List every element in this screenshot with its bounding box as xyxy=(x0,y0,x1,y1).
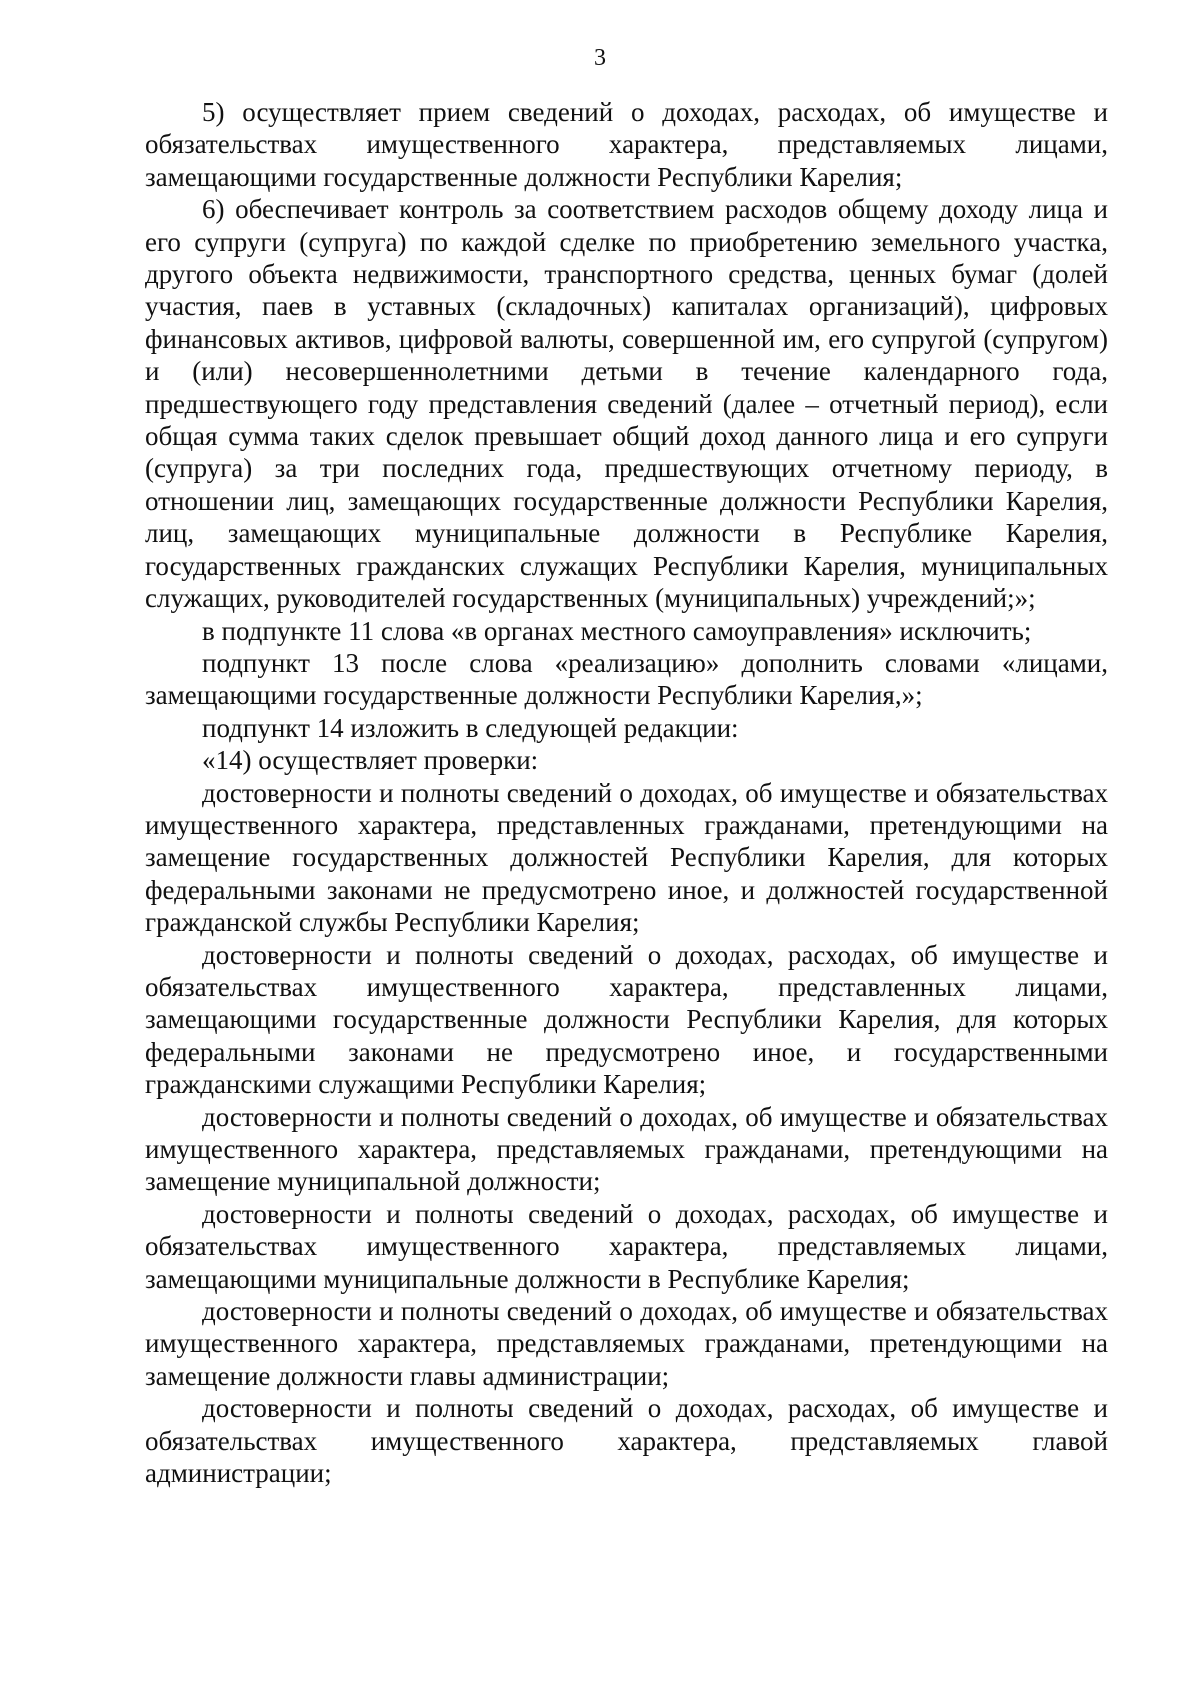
page-number: 3 xyxy=(594,45,606,71)
paragraph-check-4: достоверности и полноты сведений о доходах, расходах, об имуществе и обязательствах имущественного характера, представляемых лицами, замещающими муниципальные должности в Республике Карелия; xyxy=(145,1198,1108,1294)
paragraph-item-5: 5) осуществляет прием сведений о доходах, расходах, об имуществе и обязательствах имущественного характера, представляемых лицами, замещающими государственные должности Республики Карелия; xyxy=(145,97,1108,192)
paragraph-check-2: достоверности и полноты сведений о доходах, расходах, об имуществе и обязательствах имущественного характера, представленных лицами, замещающими государственные должности Республики Карелия, для которых федеральными законами не предусмотрено иное, и государственными гражданскими служащими Республики Карелия; xyxy=(145,939,1108,1100)
paragraph-item-6: 6) обеспечивает контроль за соответствием расходов общему доходу лица и его супруги (супруга) по каждой сделке по приобретению земельного участка, другого объекта недвижимости, транспортного средства, ценных бумаг (долей участия, паев в уставных (складочных) капиталах организаций), цифровых финансовых активов, цифровой валюты, совершенной им, его супругой (супругом) и (или) несовершеннолетними детьми в течение календарного года, предшествующего году представления сведений (далее – отчетный период), если общая сумма таких сделок превышает общий доход данного лица и его супруги (супруга) за три последних года, предшествующих отчетному периоду, в отношении лиц, замещающих государственные должности Республики Карелия, лиц, замещающих муниципальные должности в Республике Карелия, государственных гражданских служащих Республики Карелия, муниципальных служащих, руководителей государственных (муниципальных) учреждений;»; xyxy=(145,194,1108,614)
paragraph-check-1: достоверности и полноты сведений о доходах, об имуществе и обязательствах имущественного характера, представленных гражданами, претендующими на замещение государственных должностей Республики Карелия, для которых федеральными законами не предусмотрено иное, и должностей государственной гражданской службы Республики Карелия; xyxy=(145,777,1108,938)
paragraph-check-5: достоверности и полноты сведений о доходах, об имуществе и обязательствах имущественного характера, представляемых гражданами, претендующими на замещение должности главы администрации; xyxy=(145,1296,1108,1391)
paragraph-check-3: достоверности и полноты сведений о доходах, об имуществе и обязательствах имущественного характера, представляемых гражданами, претендующими на замещение муниципальной должности; xyxy=(145,1101,1108,1197)
paragraph-check-6: достоверности и полноты сведений о доходах, расходах, об имуществе и обязательствах имущественного характера, представляемых главой администрации; xyxy=(145,1393,1108,1489)
paragraph-item-14: «14) осуществляет проверки: xyxy=(202,745,539,776)
paragraph-subpoint-11: в подпункте 11 слова «в органах местного самоуправления» исключить; xyxy=(202,615,1032,646)
paragraph-subpoint-14-intro: подпункт 14 изложить в следующей редакции: xyxy=(202,712,739,743)
paragraph-subpoint-13: подпункт 13 после слова «реализацию» дополнить словами «лицами, замещающими государственные должности Республики Карелия,»; xyxy=(145,647,1108,711)
document-body xyxy=(145,96,1108,1489)
